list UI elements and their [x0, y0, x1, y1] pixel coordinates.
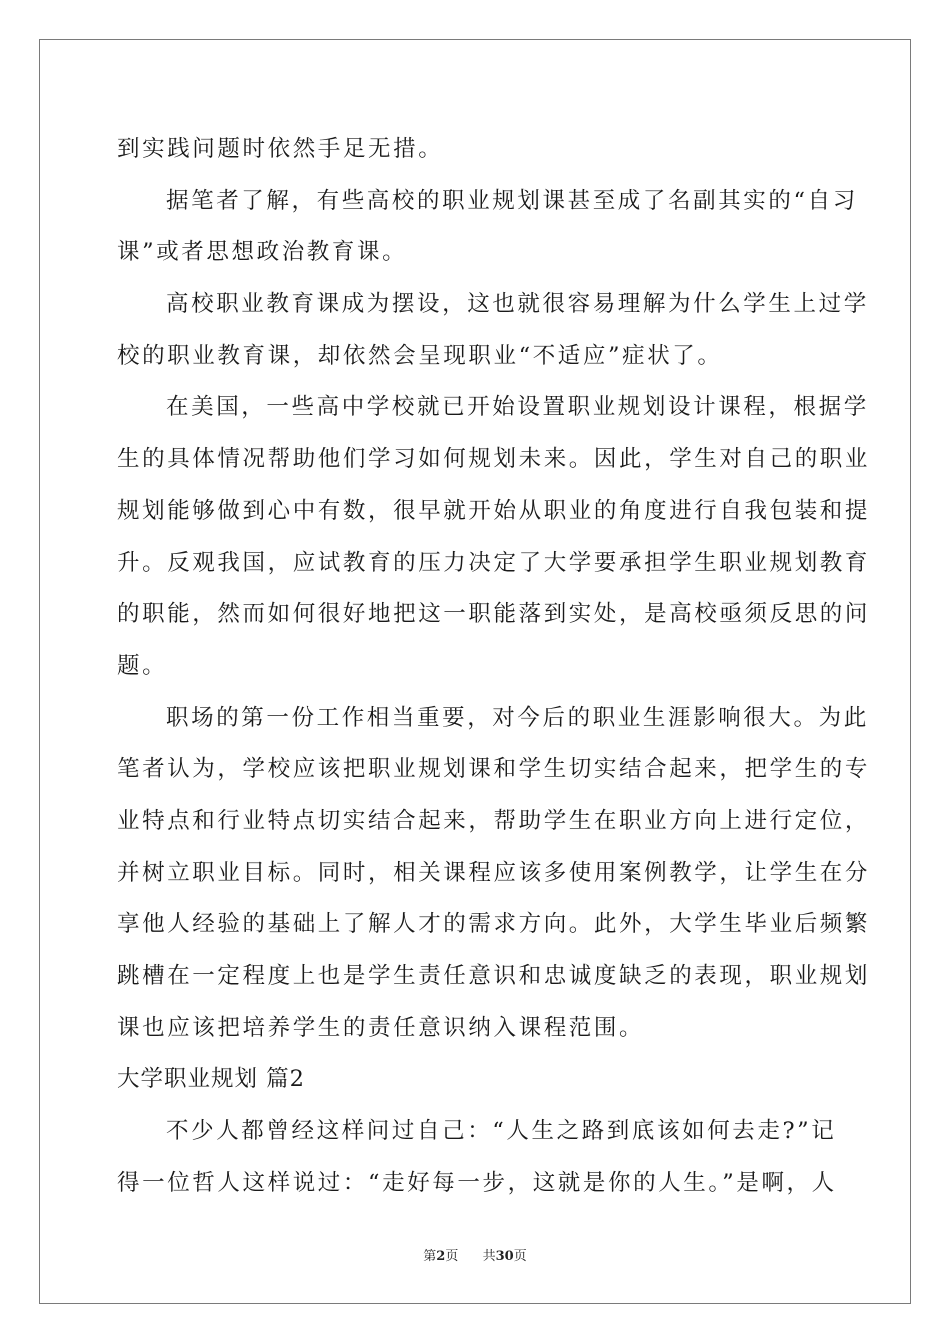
- text-line: 课”或者思想政治教育课。: [117, 239, 408, 266]
- document-body: [117, 124, 871, 1209]
- text-line: 跳槽在一定程度上也是学生责任意识和忠诚度缺乏的表现，职业规划: [117, 963, 871, 989]
- text-line: 高校职业教育课成为摆设，这也就很容易理解为什么学生上过学: [166, 291, 869, 318]
- text-line: 题。: [117, 652, 168, 679]
- text-line: 在美国，一些高中学校就已开始设置职业规划设计课程，根据学: [166, 394, 869, 421]
- page-footer: [0, 1245, 950, 1264]
- page-number-label: 第2页: [423, 1249, 459, 1264]
- text-line: 的职能，然而如何很好地把这一职能落到实处，是高校亟须反思的问: [117, 601, 871, 628]
- text-line: 课也应该把培养学生的责任意识纳入课程范围。: [117, 1014, 645, 1041]
- text-line: 据笔者了解，有些高校的职业规划课甚至成了名副其实的“自习: [166, 187, 858, 214]
- text-line: 到实践问题时依然手足无措。: [117, 136, 444, 162]
- text-line: 生的具体情况帮助他们学习如何规划未来。因此，学生对自己的职业: [117, 446, 871, 473]
- text-line: 规划能够做到心中有数，很早就开始从职业的角度进行自我包装和提: [117, 497, 871, 524]
- text-line: 升。反观我国，应试教育的压力决定了大学要承担学生职业规划教育: [117, 549, 871, 576]
- text-line: 校的职业教育课，却依然会呈现职业“不适应”症状了。: [117, 342, 723, 369]
- text-line: 笔者认为，学校应该把职业规划课和学生切实结合起来，把学生的专: [117, 756, 871, 783]
- text-line: 业特点和行业特点切实结合起来，帮助学生在职业方向上进行定位，: [117, 807, 871, 834]
- text-line: 享他人经验的基础上了解人才的需求方向。此外，大学生毕业后频繁: [117, 911, 871, 938]
- text-line: 不少人都曾经这样问过自己：“人生之路到底该如何去走?”记: [166, 1118, 837, 1145]
- text-line: 得一位哲人这样说过：“走好每一步，这就是你的人生。”是啊，人: [117, 1169, 837, 1196]
- total-pages-label: 共30页: [482, 1249, 527, 1264]
- section-heading: 大学职业规划 篇2: [117, 1066, 305, 1093]
- text-line: 并树立职业目标。同时，相关课程应该多使用案例教学，让学生在分: [117, 859, 871, 886]
- text-line: 职场的第一份工作相当重要，对今后的职业生涯影响很大。为此: [166, 704, 869, 731]
